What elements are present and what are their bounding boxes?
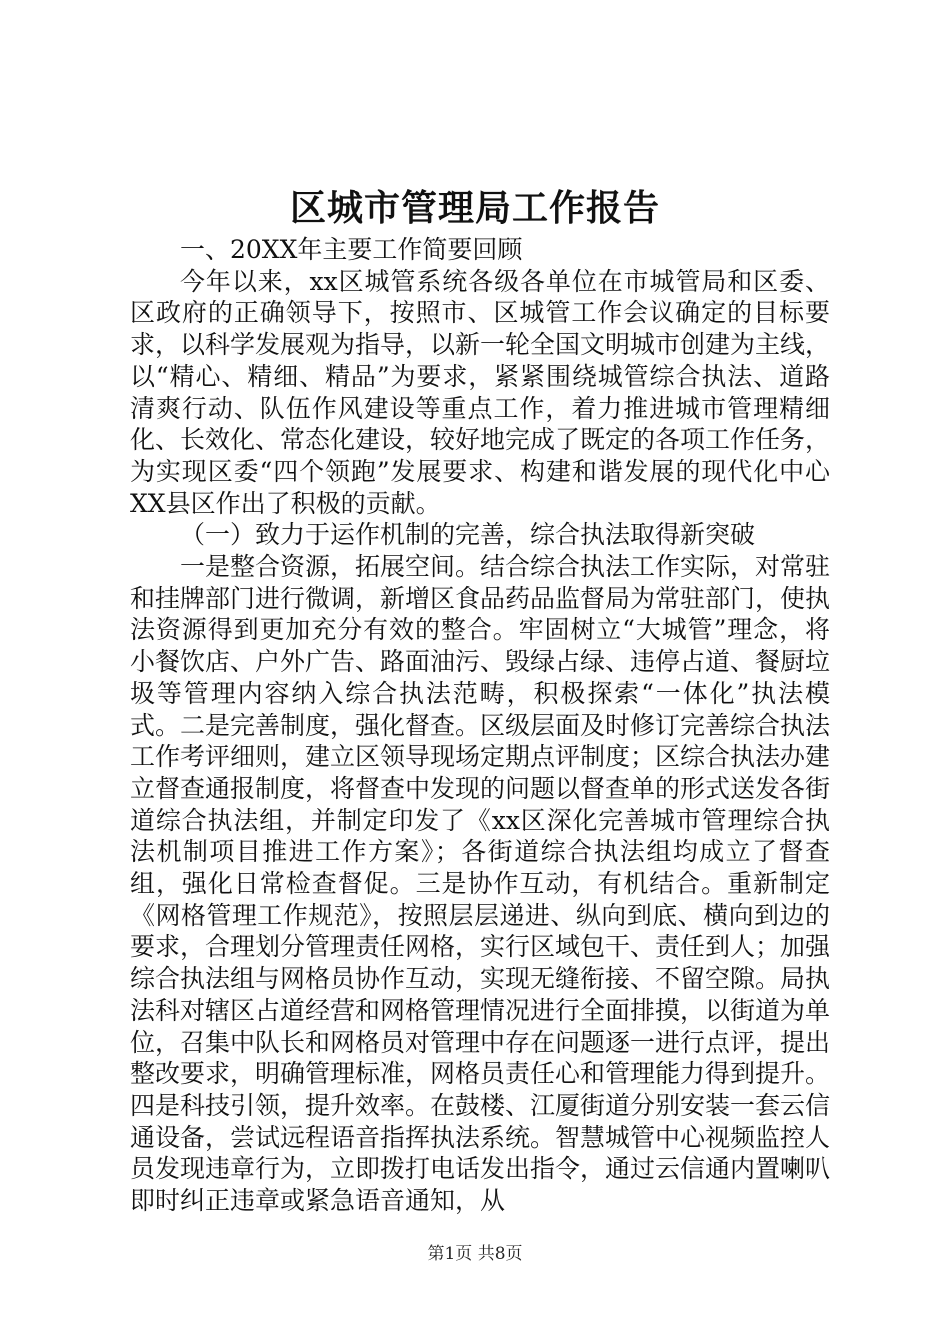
section-heading: 一、20XX年主要工作简要回顾 xyxy=(180,235,523,264)
body-paragraph: 一是整合资源，拓展空间。结合综合执法工作实际，对常驻和挂牌部门进行微调，新增区食品药品监督局为常驻部门，使执法资源得到更加充分有效的整合。牢固树立“大城管”理念，将小餐饮店、户外广告、路面油污、毁绿占绿、违停占道、餐厨垃圾等管理内容纳入综合执法范畴，积极探索“一体化”执法模式。二是完善制度，强化督查。区级层面及时修订完善综合执法工作考评细则，建立区领导现场定期点评制度；区综合执法办建立督查通报制度，将督查中发现的问题以督查单的形式送发各街道综合执法组，并制定印发了《xx区深化完善城市管理综合执法机制项目推进工作方案》；各街道综合执法组均成立了督查组，强化日常检查督促。三是协作互动，有机结合。重新制定《网格管理工作规范》，按照层层递进、纵向到底、横向到边的要求，合理划分管理责任网格，实行区域包干、责任到人；加强综合执法组与网格员协作互动，实现无缝衔接、不留空隙。局执法科对辖区占道经营和网格管理情况进行全面排摸，以街道为单位，召集中队长和网格员对管理中存在问题逐一进行点评，提出整改要求，明确管理标准，网格员责任心和管理能力得到提升。四是科技引领，提升效率。在鼓楼、江厦街道分别安装一套云信通设备，尝试远程语音指挥执法系统。智慧城管中心视频监控人员发现违章行为，立即拨打电话发出指令，通过云信通内置喇叭即时纠正违章或紧急语音通知，从 xyxy=(130,552,831,1216)
document-body xyxy=(130,234,830,1217)
page-number-footer: 第1页 共8页 xyxy=(427,1244,523,1264)
body-paragraph: 今年以来，xx区城管系统各级各单位在市城管局和区委、区政府的正确领导下，按照市、区城管工作会议确定的目标要求，以科学发展观为指导，以新一轮全国文明城市创建为主线，以“精心、精细、精品”为要求，紧紧围绕城管综合执法、道路清爽行动、队伍作风建设等重点工作，着力推进城市管理精细化、长效化、常态化建设，较好地完成了既定的各项工作任务，为实现区委“四个领跑”发展要求、构建和谐发展的现代化中心XX县区作出了积极的贡献。 xyxy=(130,266,831,518)
subsection-heading: （一）致力于运作机制的完善，综合执法取得新突破 xyxy=(180,520,756,550)
document-title: 区城市管理局工作报告 xyxy=(289,187,660,229)
